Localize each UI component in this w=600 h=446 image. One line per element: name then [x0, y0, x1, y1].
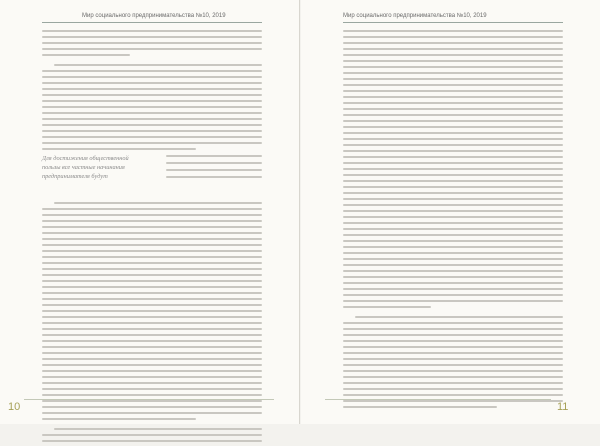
- header-rule: [42, 22, 262, 23]
- pull-quote: [42, 154, 160, 181]
- running-head: Мир социального предпринимательства №10, 2019: [82, 13, 226, 19]
- pull-quote-block: [42, 154, 262, 198]
- pull-quote-line: предпринимателя будут: [42, 173, 108, 180]
- body-text: [343, 30, 563, 412]
- body-text: [42, 30, 262, 446]
- footer-rule: [24, 399, 274, 400]
- running-head: Мир социального предпринимательства №10, 2019: [343, 13, 487, 19]
- side-text: [166, 155, 262, 183]
- left-page: [0, 0, 300, 424]
- right-page: [301, 0, 600, 424]
- header-rule: [343, 22, 563, 23]
- pull-quote-line: пользы все частные начинания: [42, 164, 125, 171]
- page-number: 10: [8, 401, 21, 413]
- footer-rule: [325, 399, 551, 400]
- page-number: 11: [557, 401, 569, 413]
- pull-quote-line: Для достижения общественной: [42, 155, 129, 162]
